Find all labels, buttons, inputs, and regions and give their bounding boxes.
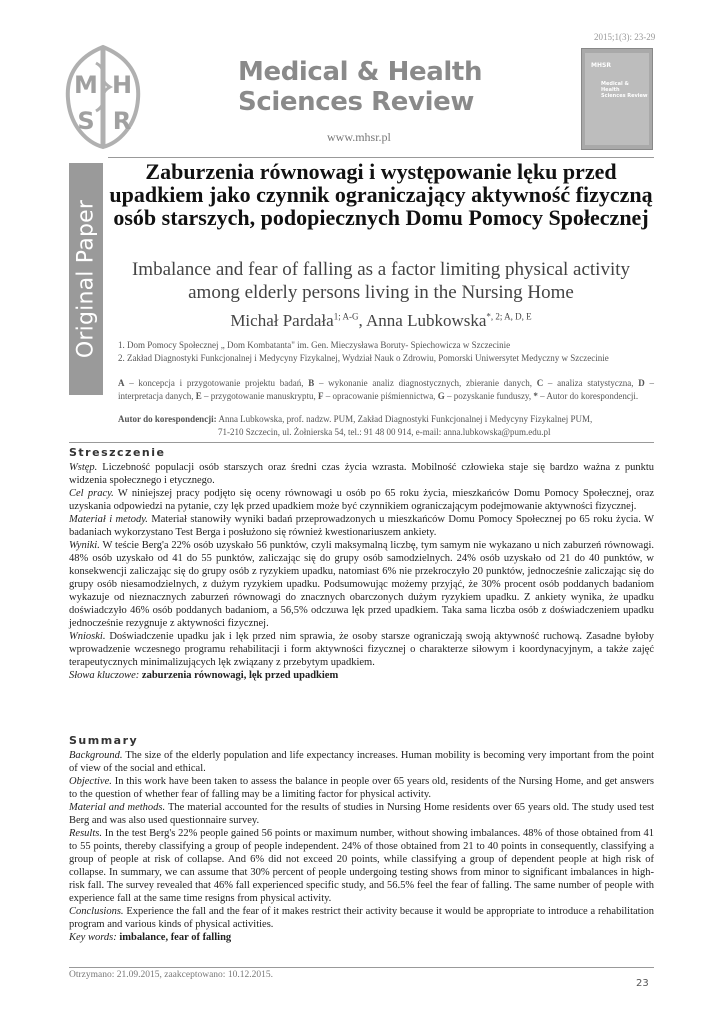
author-contributions: [118, 377, 654, 403]
cover-title-line1: Medical & Health: [601, 81, 629, 93]
contrib-key-a: A: [118, 378, 125, 388]
journal-title-line2: Sciences Review: [238, 87, 474, 117]
para-label: Wstęp.: [69, 462, 98, 473]
para-text: The size of the elderly population and life expectancy increases. Human mobility is becoming very important from the point of view of the social and ethical.: [69, 750, 654, 774]
affiliation-1: 1. Dom Pomocy Społecznej „ Dom Kombatanta" im. Gen. Mieczysława Boruty- Spiechowicza w Szczecinie: [118, 340, 511, 350]
para-text: Doświadczenie upadku jak i lęk przed nim sprawia, że osoby starsze ograniczają swoją aktywność ruchową. Zasadne byłoby wprowadzenie wczesnego programu rehabilitacji i form aktywności fizycznej o charakterze siłowym i koordynacyjnym, a także zajęć terapeutycznych minimalizujących lęk związany z przebytym upadkiem.: [69, 631, 654, 668]
contrib-text-g: – pozyskanie funduszy,: [444, 391, 534, 401]
contrib-key-f: F: [317, 391, 324, 401]
contrib-key-e: E: [195, 391, 202, 401]
keywords-polish: [69, 669, 654, 682]
contrib-key-star: *: [533, 391, 538, 401]
abstract-paragraph: [69, 775, 654, 801]
title-polish: Zaburzenia równowagi i występowanie lęku przed upadkiem jako czynnik ograniczający aktywność fizyczną osób starszych, podopiecznych Domu Pomocy Społecznej: [109, 159, 653, 230]
para-label: Objective.: [69, 776, 112, 787]
contrib-key-d: D: [638, 378, 645, 388]
contrib-text-star: – Autor do korespondencji.: [537, 391, 639, 401]
author-1-affil: 1; A-G: [333, 311, 359, 322]
abstract-paragraph: [69, 461, 654, 487]
para-label: Materiał i metody.: [69, 514, 148, 525]
contrib-text-f: – opracowanie piśmiennictwa,: [323, 391, 438, 401]
correspondence-address: Anna Lubkowska, prof. nadzw. PUM, Zakład Diagnostyki Funkcjonalnej i Medycyny Fizykalnej PUM,: [216, 414, 593, 424]
mhsr-logo: [60, 43, 146, 151]
correspondence-line-1: [118, 414, 592, 424]
divider: [108, 157, 654, 158]
para-text: In the test Berg's 22% people gained 56 points or maximum number, without showing imbalances. 48% of those obtained from 41 to 55 points, thereby classifying a group of people independent. 24% of those obtained from 21 to 40 points in consequently, classifying a group of people at risk of collapse. And 6% did not exceed 20 points, while classifying a group of dependent people at high risk of collapse. In summary, we can assume that 30% percent of people undergoing testing shows from minor to significant imbalances in high-risk fall. The survey revealed that 46% fall experienced specific study, and 56.5% feel the fear of falling. The same number of people with experience fall at the same time resigns from physical activity.: [69, 828, 654, 904]
author-1: Michał Pardała: [230, 311, 334, 330]
contrib-text-b: – wykonanie analiz diagnostycznych, zbieranie danych,: [314, 378, 537, 388]
logo-letter-r: R: [112, 107, 132, 135]
para-label: Conclusions.: [69, 906, 124, 917]
cover-title: [601, 81, 649, 99]
author-2-affil: *, 2; A, D, E: [486, 311, 532, 322]
correspondence-line-2: 71-210 Szczecin, ul. Żołnierska 54, tel.: 91 48 00 914, e-mail: anna.lubkowska@pum.edu.pl: [218, 427, 551, 437]
article-type-label: Original Paper: [73, 199, 99, 359]
keywords-text: imbalance, fear of falling: [119, 932, 232, 943]
para-text: W niniejszej pracy podjęto się oceny równowagi u osób po 65 roku życia, mieszkańców Domu Pomocy Społecznej, oraz uzyskania odpowiedzi na pytanie, czy lęk przed upadkiem może być czynnikiem ograniczającym podejmowanie aktywności fizycznej.: [69, 488, 654, 512]
title-english: Imbalance and fear of falling as a factor limiting physical activity among elderly persons living in the Nursing Home: [131, 259, 631, 303]
para-text: The material accounted for the results of studies in Nursing Home residents over 65 years old. The study used test Berg and was also used questionnaire survey.: [69, 802, 654, 826]
logo-letter-s: S: [77, 107, 95, 135]
para-label: Wyniki.: [69, 540, 100, 551]
contrib-text-a: – koncepcja i przygotowanie projektu badań,: [124, 378, 309, 388]
cover-logo: MHSR: [591, 62, 611, 69]
abstract-english: [69, 734, 654, 944]
abstract-polish: [69, 446, 654, 682]
para-text: W teście Berg'a 22% osób uzyskało 56 punktów, czyli maksymalną liczbę, tym samym nie wykazano u nich zaburzeń równowagi. 48% osób uzyskało od 41 do 55 punktów, zaliczając się do grupy osób samodzielnych. 24% osób uzyskało od 21 do 40 punktów, w konsekwencji zaliczając się do grupy osób z ryzykiem upadku, natomiast 6% nie przekroczyło 20 punktów, jednocześnie zaliczając się do grupy osób niesamodzielnych, z dużym ryzykiem upadku. Podsumowując możemy przyjąć, że 30% procent osób poddanych badaniom wykazuje od nieznacznych zaburzeń równowagi do znacznych obarczonych dużym ryzykiem upadku. Z ankiety wynika, że upadku doświadczyło 46% osób poddanych badaniom, a 56,5% odczuwa lęk przed upadkiem. Taka sama liczba osób z doświadczeniem upadku jednocześnie rezygnuje z aktywności fizycznej.: [69, 540, 654, 629]
abstract-paragraph: [69, 513, 654, 539]
contrib-key-g: G: [437, 391, 445, 401]
journal-url[interactable]: www.mhsr.pl: [327, 130, 391, 144]
divider: [69, 442, 654, 443]
keywords-english: [69, 931, 654, 944]
abstract-polish-heading: Streszczenie: [69, 446, 166, 459]
contrib-text-d: – interpretacja danych,: [118, 378, 654, 401]
para-label: Background.: [69, 750, 123, 761]
abstract-paragraph: [69, 801, 654, 827]
journal-cover-thumbnail: [581, 48, 653, 150]
logo-letter-h: H: [111, 71, 133, 99]
abstract-paragraph: [69, 630, 654, 669]
author-2: Anna Lubkowska: [366, 311, 487, 330]
keywords-text: zaburzenia równowagi, lęk przed upadkiem: [141, 670, 339, 681]
divider: [69, 967, 654, 968]
abstract-paragraph: [69, 827, 654, 905]
author-separator: ,: [358, 311, 367, 330]
citation: 2015;1(3): 23-29: [594, 32, 656, 42]
contrib-key-c: C: [536, 378, 544, 388]
abstract-paragraph: [69, 905, 654, 931]
para-label: Material and methods.: [69, 802, 166, 813]
para-text: Experience the fall and the fear of it makes restrict their activity because it would be appropriate to introduce a rehabilitation program and various kinds of physical activities.: [69, 906, 654, 930]
contrib-key-b: B: [308, 378, 315, 388]
para-label: Wnioski.: [69, 631, 106, 642]
para-label: Results.: [69, 828, 102, 839]
abstract-paragraph: [69, 539, 654, 630]
contrib-text-c: – analiza statystyczna,: [543, 378, 639, 388]
para-label: Cel pracy.: [69, 488, 114, 499]
journal-title-line1: Medical & Health: [238, 57, 483, 87]
abstract-english-heading: Summary: [69, 734, 139, 747]
para-text: In this work have been taken to assess the balance in people over 65 years old, residents of the Nursing Home, and get answers to the question of whether fear of falling may be a limiting factor for physical activity.: [69, 776, 654, 800]
journal-title: [238, 57, 482, 117]
authors: [108, 311, 654, 331]
page-number: 23: [636, 978, 649, 989]
abstract-paragraph: [69, 487, 654, 513]
abstract-paragraph: [69, 749, 654, 775]
contrib-text-e: – przygotowanie manuskryptu,: [201, 391, 318, 401]
keywords-label: Key words:: [69, 932, 117, 943]
para-text: Liczebność populacji osób starszych oraz średni czas życia wzrasta. Mobilność człowieka staje się bardzo ważna z punktu widzenia społecznego i etycznego.: [69, 462, 654, 486]
correspondence-label: Autor do korespondencji:: [118, 414, 217, 424]
affiliation-2: 2. Zakład Diagnostyki Funkcjonalnej i Medycyny Fizykalnej, Wydział Nauk o Zdrowiu, Pomorski Uniwersytet Medyczny w Szczecinie: [118, 353, 609, 363]
received-accepted-dates: Otrzymano: 21.09.2015, zaakceptowano: 10.12.2015.: [69, 970, 273, 980]
para-text: Materiał stanowiły wyniki badań przeprowadzonych u mieszkańców Domu Pomocy Społecznej po 65 roku życia. W badaniach wykorzystano Test Berga i posłużono się również kwestionariuszem ankiety.: [69, 514, 654, 538]
cover-title-line2: Sciences Review: [601, 93, 648, 99]
keywords-label: Słowa kluczowe:: [69, 670, 140, 681]
logo-letter-m: M: [74, 71, 98, 99]
